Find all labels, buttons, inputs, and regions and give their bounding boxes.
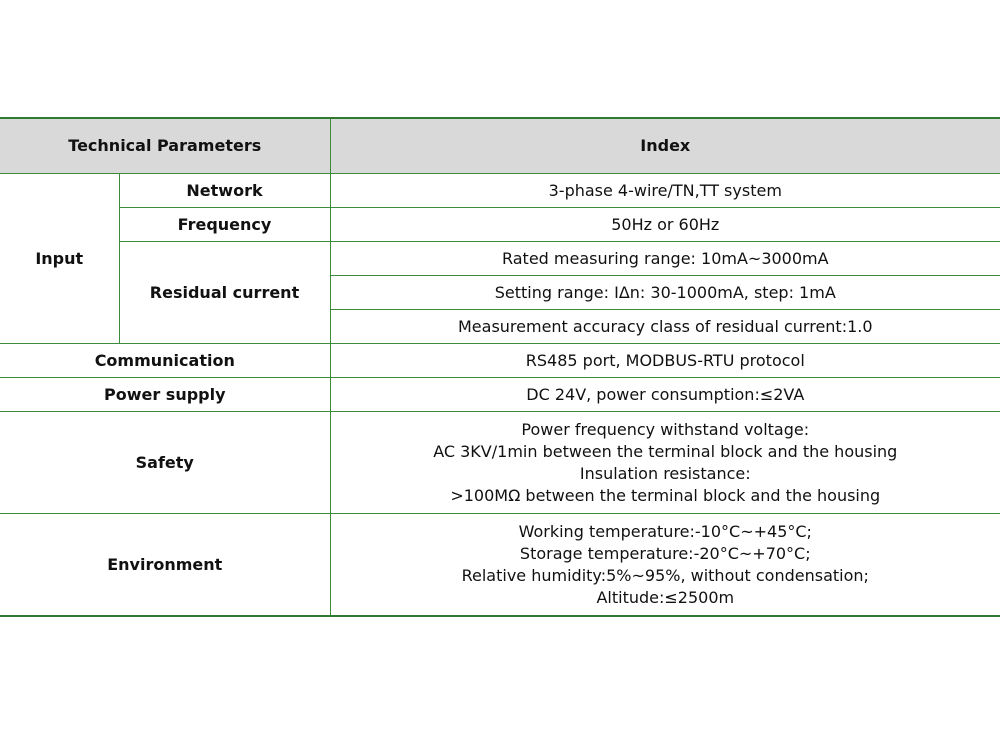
safety-line: AC 3KV/1min between the terminal block and the housing: [433, 441, 898, 461]
table-row: [0, 378, 1000, 412]
environment-line: Relative humidity:5%~95%, without condensation;: [461, 565, 869, 585]
table-row: [0, 412, 1000, 514]
network-value: 3-phase 4-wire/TN,TT system: [330, 174, 1000, 208]
table-row: [0, 242, 1000, 276]
communication-label: Communication: [0, 344, 330, 378]
power-supply-label: Power supply: [0, 378, 330, 412]
residual-accuracy-value: Measurement accuracy class of residual current:1.0: [330, 310, 1000, 344]
header-index: Index: [330, 118, 1000, 174]
residual-current-label: Residual current: [119, 242, 330, 344]
safety-line: >100MΩ between the terminal block and the housing: [450, 485, 881, 505]
table-row: [0, 344, 1000, 378]
safety-line: Power frequency withstand voltage:: [521, 419, 810, 439]
input-label: Input: [0, 174, 119, 344]
environment-line: Altitude:≤2500m: [596, 587, 735, 607]
frequency-label: Frequency: [119, 208, 330, 242]
power-supply-value: DC 24V, power consumption:≤2VA: [330, 378, 1000, 412]
environment-line: Working temperature:-10°C~+45°C;: [518, 521, 812, 541]
technical-parameters-table: [0, 117, 1000, 617]
communication-value: RS485 port, MODBUS-RTU protocol: [330, 344, 1000, 378]
safety-label: Safety: [0, 412, 330, 514]
environment-line: Storage temperature:-20°C~+70°C;: [519, 543, 811, 563]
safety-value: [330, 412, 1000, 514]
environment-label: Environment: [0, 514, 330, 617]
residual-rated-range-value: Rated measuring range: 10mA~3000mA: [330, 242, 1000, 276]
residual-setting-range-value: Setting range: IΔn: 30-1000mA, step: 1mA: [330, 276, 1000, 310]
table-row: [0, 174, 1000, 208]
header-technical-parameters: Technical Parameters: [0, 118, 330, 174]
safety-line: Insulation resistance:: [579, 463, 751, 483]
network-label: Network: [119, 174, 330, 208]
table-row: [0, 514, 1000, 617]
table-header-row: [0, 118, 1000, 174]
table-row: [0, 208, 1000, 242]
frequency-value: 50Hz or 60Hz: [330, 208, 1000, 242]
environment-value: [330, 514, 1000, 617]
